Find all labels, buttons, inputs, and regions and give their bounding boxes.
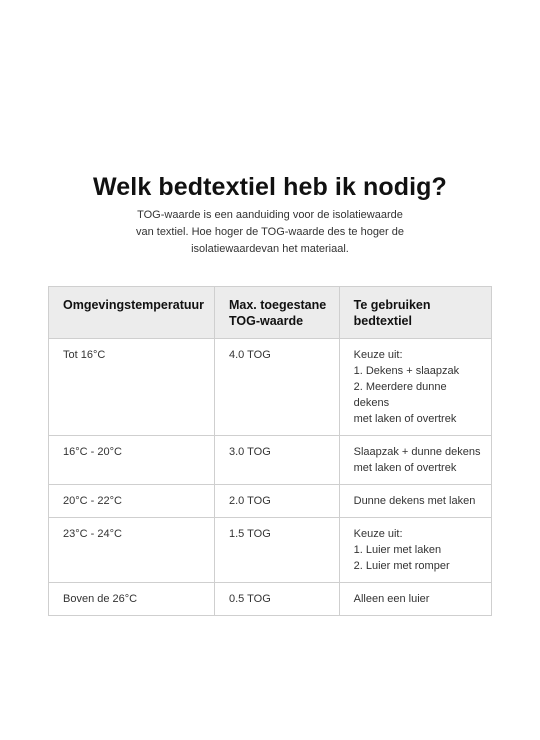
header-line: Omgevingstemperatuur	[63, 298, 205, 312]
textile-line: 2. Luier met romper	[353, 560, 450, 572]
textile-line: met laken of overtrek	[353, 462, 457, 474]
table-row	[49, 518, 492, 583]
cell-tog: 1.5 TOG	[214, 518, 339, 583]
table-header-row	[49, 287, 492, 339]
header-line: TOG-waarde	[228, 314, 304, 328]
cell-tog: 3.0 TOG	[214, 436, 339, 485]
cell-textile	[339, 518, 491, 583]
cell-tog: 2.0 TOG	[214, 485, 339, 518]
cell-temperature: Tot 16°C	[49, 339, 215, 436]
header-temperature	[49, 287, 215, 339]
table-row	[49, 436, 492, 485]
textile-line: Keuze uit:	[353, 349, 403, 361]
page-title: Welk bedtextiel heb ik nodig?	[93, 172, 447, 201]
cell-textile	[339, 485, 491, 518]
cell-temperature: 20°C - 22°C	[49, 485, 215, 518]
header-line: Max. toegestane	[228, 298, 327, 312]
cell-tog: 4.0 TOG	[214, 339, 339, 436]
intro-line: isolatiewaardevan het materiaal.	[191, 243, 349, 255]
textile-line: Slaapzak + dunne dekens	[353, 446, 481, 458]
cell-temperature: 16°C - 20°C	[49, 436, 215, 485]
cell-temperature: Boven de 26°C	[49, 583, 215, 616]
cell-textile	[339, 339, 491, 436]
tog-table	[48, 286, 492, 616]
table-row	[49, 583, 492, 616]
textile-line: Alleen een luier	[353, 593, 430, 605]
intro-line: van textiel. Hoe hoger de TOG-waarde des te hoger de	[135, 226, 405, 238]
header-line: Te gebruiken	[353, 298, 431, 312]
textile-line: met laken of overtrek	[353, 413, 457, 425]
textile-line: Dunne dekens met laken	[353, 495, 476, 507]
cell-textile	[339, 583, 491, 616]
header-tog-value	[214, 287, 339, 339]
cell-temperature: 23°C - 24°C	[49, 518, 215, 583]
table-row	[49, 485, 492, 518]
cell-textile	[339, 436, 491, 485]
textile-line: Keuze uit:	[353, 528, 403, 540]
header-line: bedtextiel	[353, 314, 412, 328]
intro-line: TOG-waarde is een aanduiding voor de isolatiewaarde	[137, 209, 403, 221]
textile-line: 1. Dekens + slaapzak	[353, 365, 460, 377]
table-row	[49, 339, 492, 436]
textile-line: 2. Meerdere dunne dekens	[353, 381, 447, 409]
textile-line: 1. Luier met laken	[353, 544, 442, 556]
header-textile	[339, 287, 491, 339]
intro-text	[120, 207, 420, 258]
cell-tog: 0.5 TOG	[214, 583, 339, 616]
